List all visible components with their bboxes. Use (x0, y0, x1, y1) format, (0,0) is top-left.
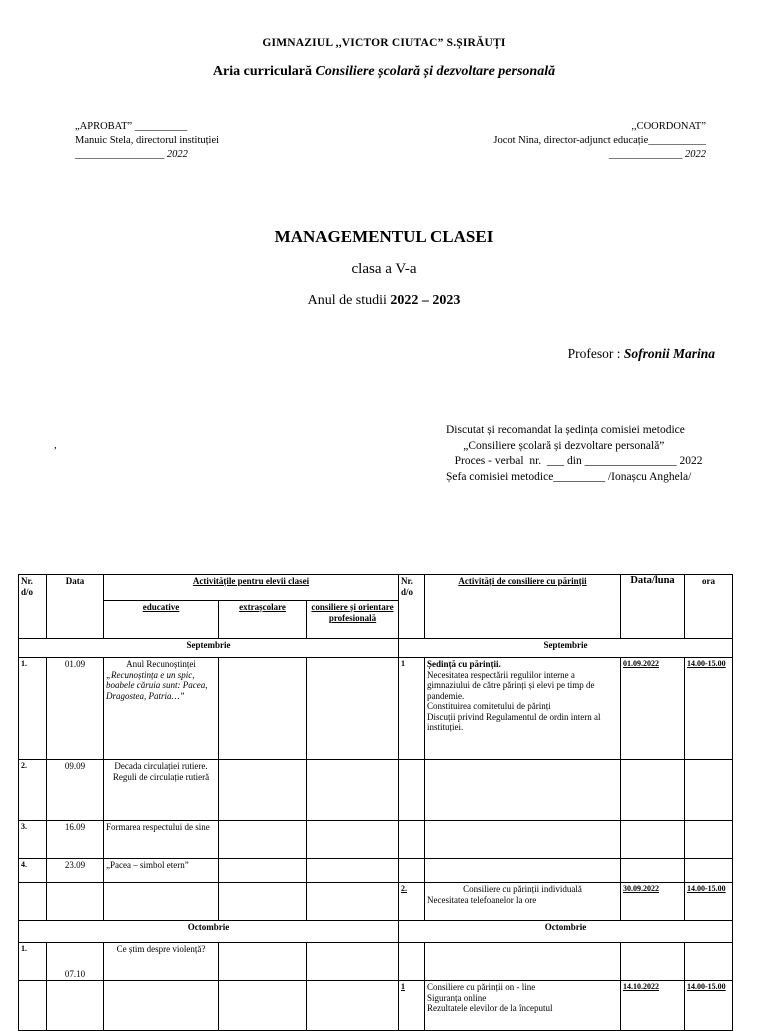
row-educative: „Pacea – simbol etern” (104, 859, 219, 883)
row-parent-nr (399, 943, 425, 981)
row-extrascolare (219, 859, 307, 883)
row-parent-line: Rezultatele elevilor de la începutul (427, 1003, 553, 1013)
row-parent-date (621, 859, 685, 883)
row-date: 23.09 (47, 859, 104, 883)
row-consiliere (307, 760, 399, 821)
row-educative: Formarea respectului de sine (104, 821, 219, 859)
row-parent-nr: 1 (399, 658, 425, 760)
table-row (19, 859, 733, 883)
month-label-parents: Octombrie (399, 921, 733, 943)
row-educative (104, 883, 219, 921)
approval-block (75, 120, 219, 162)
row-parent-nr: 1 (399, 981, 425, 1031)
row-nr: 3. (19, 821, 47, 859)
row-parent-date: 14.10.2022 (621, 981, 685, 1031)
table-header-row (19, 575, 733, 601)
row-date (47, 981, 104, 1031)
row-parent-line: Necesitatea telefoanelor la ore (427, 894, 537, 905)
row-parent-date (621, 760, 685, 821)
row-parent-date: 01.09.2022 (621, 658, 685, 760)
teacher-name: Sofronii Marina (623, 346, 715, 361)
document-title: MANAGEMENTUL CLASEI (274, 227, 494, 246)
coordination-year: 2022 (685, 149, 706, 160)
commission-note (446, 423, 703, 485)
row-educative: Ce știm despre violență? (104, 943, 219, 981)
row-parent-nr (399, 859, 425, 883)
row-consiliere (307, 981, 399, 1031)
row-extrascolare (219, 821, 307, 859)
row-parent-time (685, 760, 733, 821)
row-extrascolare (219, 658, 307, 760)
table-row (19, 658, 733, 760)
month-row (19, 921, 733, 943)
coordination-block (493, 120, 706, 162)
coordination-date-line (493, 148, 706, 162)
row-parent-activity (425, 943, 621, 981)
row-parent-activity (425, 883, 621, 921)
row-parent-date: 30.09.2022 (621, 883, 685, 921)
col-consiliere: consiliere și orientare profesională (307, 601, 399, 639)
row-parent-title: Ședință cu părinții. (427, 659, 501, 669)
table-row (19, 981, 733, 1031)
col-parents: Activități de consiliere cu părinții (425, 575, 621, 639)
approval-person: Manuic Stela, directorul instituției (75, 135, 220, 146)
row-extrascolare (219, 981, 307, 1031)
commission-line: Proces - verbal nr. ___ din ________________ 2022 (446, 455, 703, 467)
approval-label: „APROBAT” __________ (75, 121, 188, 132)
class-label: clasa a V-a (351, 261, 417, 277)
school-name: GIMNAZIUL ,,VICTOR CIUTAC” S.ȘIRĂUȚI (262, 37, 506, 49)
coordination-person: Jocot Nina, director-adjunct educație___________ (493, 135, 706, 146)
col-data: Data (47, 575, 104, 639)
approval-year: 2022 (166, 149, 188, 160)
col-ora: ora (685, 575, 733, 639)
row-date: 09.09 (47, 760, 104, 821)
col-nr-parents: Nr. d/o (399, 575, 425, 639)
row-parent-time: 14.00-15.00 (685, 981, 733, 1031)
row-extrascolare (219, 760, 307, 821)
row-educative-title: Anul Recunoștinței (126, 659, 196, 669)
row-nr: 4. (19, 859, 47, 883)
row-parent-activity (425, 821, 621, 859)
curricular-area-subject: Consiliere școlară și dezvoltare personală (315, 64, 556, 79)
row-parent-activity (425, 760, 621, 821)
month-row (19, 639, 733, 658)
coordination-line: ______________ (608, 149, 683, 160)
row-date (47, 883, 104, 921)
row-nr (19, 981, 47, 1031)
row-educative: Decada circulației rutiere. Reguli de circulație rutieră (104, 760, 219, 821)
teacher (568, 346, 715, 362)
row-parent-time: 14.00-15.00 (685, 658, 733, 760)
row-date: 16.09 (47, 821, 104, 859)
table-row (19, 883, 733, 921)
row-nr (19, 883, 47, 921)
row-parent-time: 14.00-15.00 (685, 883, 733, 921)
col-nr: Nr. d/o (19, 575, 47, 639)
activity-plan-table (18, 574, 733, 1031)
row-nr: 1. (19, 943, 47, 981)
row-parent-activity (425, 859, 621, 883)
row-parent-nr (399, 821, 425, 859)
row-date: 01.09 (47, 658, 104, 760)
row-parent-line: Discuții privind Regulamentul de ordin intern al instituției. (427, 711, 601, 732)
row-parent-nr: 2. (399, 883, 425, 921)
teacher-prefix: Profesor : (567, 346, 624, 361)
row-consiliere (307, 821, 399, 859)
stray-mark: , (54, 439, 57, 451)
table-row (19, 943, 733, 981)
row-parent-activity (425, 658, 621, 760)
school-year-prefix: Anul de studii (307, 293, 391, 308)
month-label-parents: Septembrie (399, 639, 733, 658)
row-extrascolare (219, 943, 307, 981)
row-parent-time (685, 943, 733, 981)
row-parent-nr (399, 760, 425, 821)
curricular-area-prefix: Aria curriculară (212, 64, 316, 79)
commission-line: Discutat și recomandat la ședința comisiei metodice (446, 424, 685, 436)
row-parent-date (621, 821, 685, 859)
col-educative: educative (104, 601, 219, 639)
row-parent-line: Necesitatea respectării regulilor interne a gimnaziului de către părinți și elevi pe timp de pandemie. (427, 669, 595, 701)
row-consiliere (307, 859, 399, 883)
table-row (19, 760, 733, 821)
school-year-value: 2022 – 2023 (390, 293, 461, 308)
curricular-area (0, 64, 768, 80)
row-consiliere (307, 883, 399, 921)
row-educative-quote: „Recunoștința e un spic, boabele căruia sunt: Pacea, Dragostea, Patria…” (106, 669, 208, 701)
row-consiliere (307, 658, 399, 760)
row-parent-title: Consiliere cu părinții individuală (463, 884, 582, 894)
row-parent-time (685, 859, 733, 883)
approval-line: _________________ (75, 149, 165, 160)
month-label: Octombrie (19, 921, 399, 943)
approval-date-line (75, 148, 219, 162)
row-parent-time (685, 821, 733, 859)
col-data-luna: Data/luna (621, 575, 685, 639)
col-activities: Activitățile pentru elevii clasei (104, 575, 399, 601)
row-date: 07.10 (47, 943, 104, 981)
row-educative (104, 981, 219, 1031)
row-educative (104, 658, 219, 760)
col-extrascolare: extrașcolare (219, 601, 307, 639)
row-nr: 2. (19, 760, 47, 821)
row-parent-line: Constituirea comitetului de părinți (427, 701, 551, 711)
commission-line: „Consiliere școlară și dezvoltare personală” (446, 439, 665, 452)
row-parent-date (621, 943, 685, 981)
commission-line: Șefa comisiei metodice_________ /Ionașcu Anghela/ (446, 470, 692, 483)
coordination-label: ,,COORDONAT” (631, 121, 706, 132)
row-parent-activity (425, 981, 621, 1031)
month-label: Septembrie (19, 639, 399, 658)
row-consiliere (307, 943, 399, 981)
row-parent-line: Siguranța online (427, 992, 487, 1003)
row-nr: 1. (19, 658, 47, 760)
row-extrascolare (219, 883, 307, 921)
table-row (19, 821, 733, 859)
row-parent-title: Consiliere cu părinții on - line (427, 982, 536, 992)
school-year (0, 293, 768, 309)
